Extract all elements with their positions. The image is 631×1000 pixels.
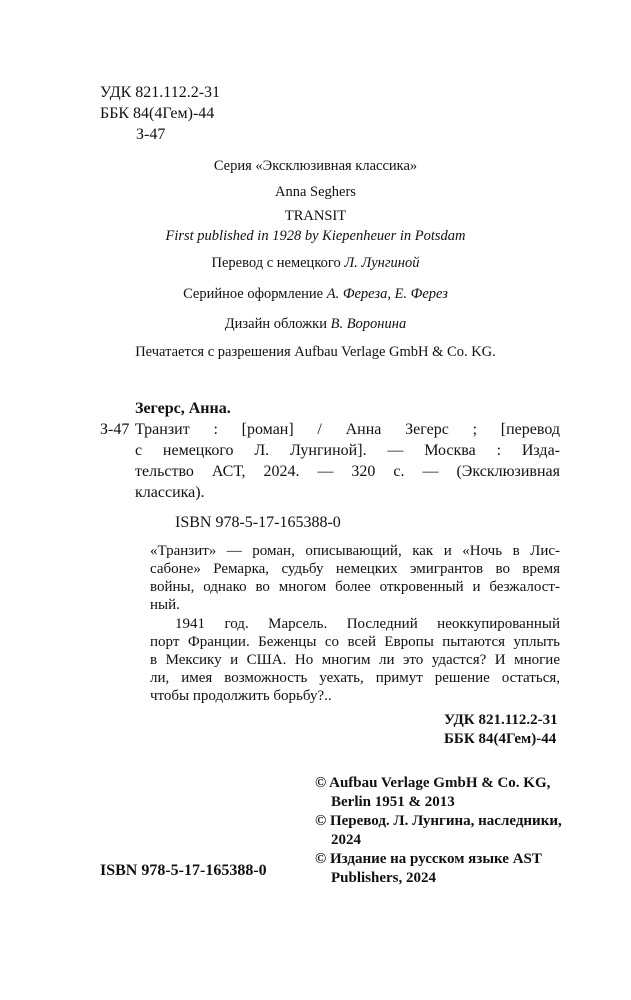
catalog-mark: З-47: [100, 421, 130, 438]
original-title: TRANSIT: [284, 208, 347, 224]
footer-bbk: ББК 84(4Гем)-44: [444, 731, 557, 747]
copyright-line-2: Berlin 1951 & 2013: [331, 794, 455, 810]
annotation-p1-line-3: войны, однако во многом более откровенный и безжалост-: [150, 579, 560, 595]
translator-name: Л. Лунгиной: [344, 255, 420, 271]
catalog-line-1: Транзит : [роман] / Анна Зегерс ; [перевод: [135, 421, 560, 438]
catalog-heading: Зегерс, Анна.: [135, 400, 231, 417]
catalog-line-4: классика).: [135, 484, 205, 501]
copyright-line-5: © Издание на русском языке AST: [315, 851, 542, 867]
series-design-credit: [0, 286, 631, 303]
bbk-code: ББК 84(4Гем)-44: [100, 105, 215, 122]
author-mark: З-47: [136, 126, 166, 143]
series-label: Серия «Эксклюзивная классика»: [213, 158, 418, 174]
annotation-p1-line-1: «Транзит» — роман, описывающий, как и «Ночь в Лис-: [150, 543, 560, 559]
copyright-line-4: 2024: [331, 832, 361, 848]
bottom-isbn: ISBN 978-5-17-165388-0: [100, 862, 267, 879]
catalog-line-2: с немецкого Л. Лунгиной]. — Москва : Изда-: [135, 442, 560, 459]
series-designers: А. Фереза, Е. Ферез: [326, 286, 448, 302]
annotation-p2-line-4: ли, имея возможность уехать, примут решение остаться,: [150, 670, 560, 686]
udk-code: УДК 821.112.2-31: [100, 84, 221, 101]
annotation-p2-line-2: порт Франции. Беженцы со всей Европы пытаются уплыть: [150, 634, 560, 650]
cover-design-credit: [0, 316, 631, 333]
annotation-p1-line-2: сабоне» Ремарка, судьбу немецких эмигрантов во время: [150, 561, 560, 577]
catalog-isbn: ISBN 978-5-17-165388-0: [175, 514, 341, 531]
annotation-p2-line-3: в Мексику и США. Но многим ли это удастся? И многие: [150, 652, 560, 668]
translation-prefix: Перевод с немецкого: [211, 255, 345, 271]
annotation-p2-line-5: чтобы продолжить борьбу?..: [150, 688, 332, 704]
copyright-line-6: Publishers, 2024: [331, 870, 437, 886]
footer-udk: УДК 821.112.2-31: [444, 712, 558, 728]
first-published: First published in 1928 by Kiepenheuer in Potsdam: [165, 228, 466, 244]
translation-credit: [0, 255, 631, 272]
annotation-p1-line-4: ный.: [150, 597, 180, 613]
cover-design-prefix: Дизайн обложки: [224, 316, 331, 332]
copyright-line-3: © Перевод. Л. Лунгина, наследники,: [315, 813, 562, 829]
series-design-prefix: Серийное оформление: [183, 286, 327, 302]
cover-designer: В. Воронина: [330, 316, 407, 332]
catalog-line-3: тельство АСТ, 2024. — 320 с. — (Эксклюзивная: [135, 463, 560, 480]
annotation-p2-line-1: 1941 год. Марсель. Последний неоккупированный: [175, 616, 560, 632]
copyright-line-1: © Aufbau Verlage GmbH & Co. KG,: [315, 775, 551, 791]
permission-note: Печатается с разрешения Aufbau Verlage GmbH & Co. KG.: [135, 344, 496, 360]
original-author: Anna Seghers: [275, 184, 356, 200]
